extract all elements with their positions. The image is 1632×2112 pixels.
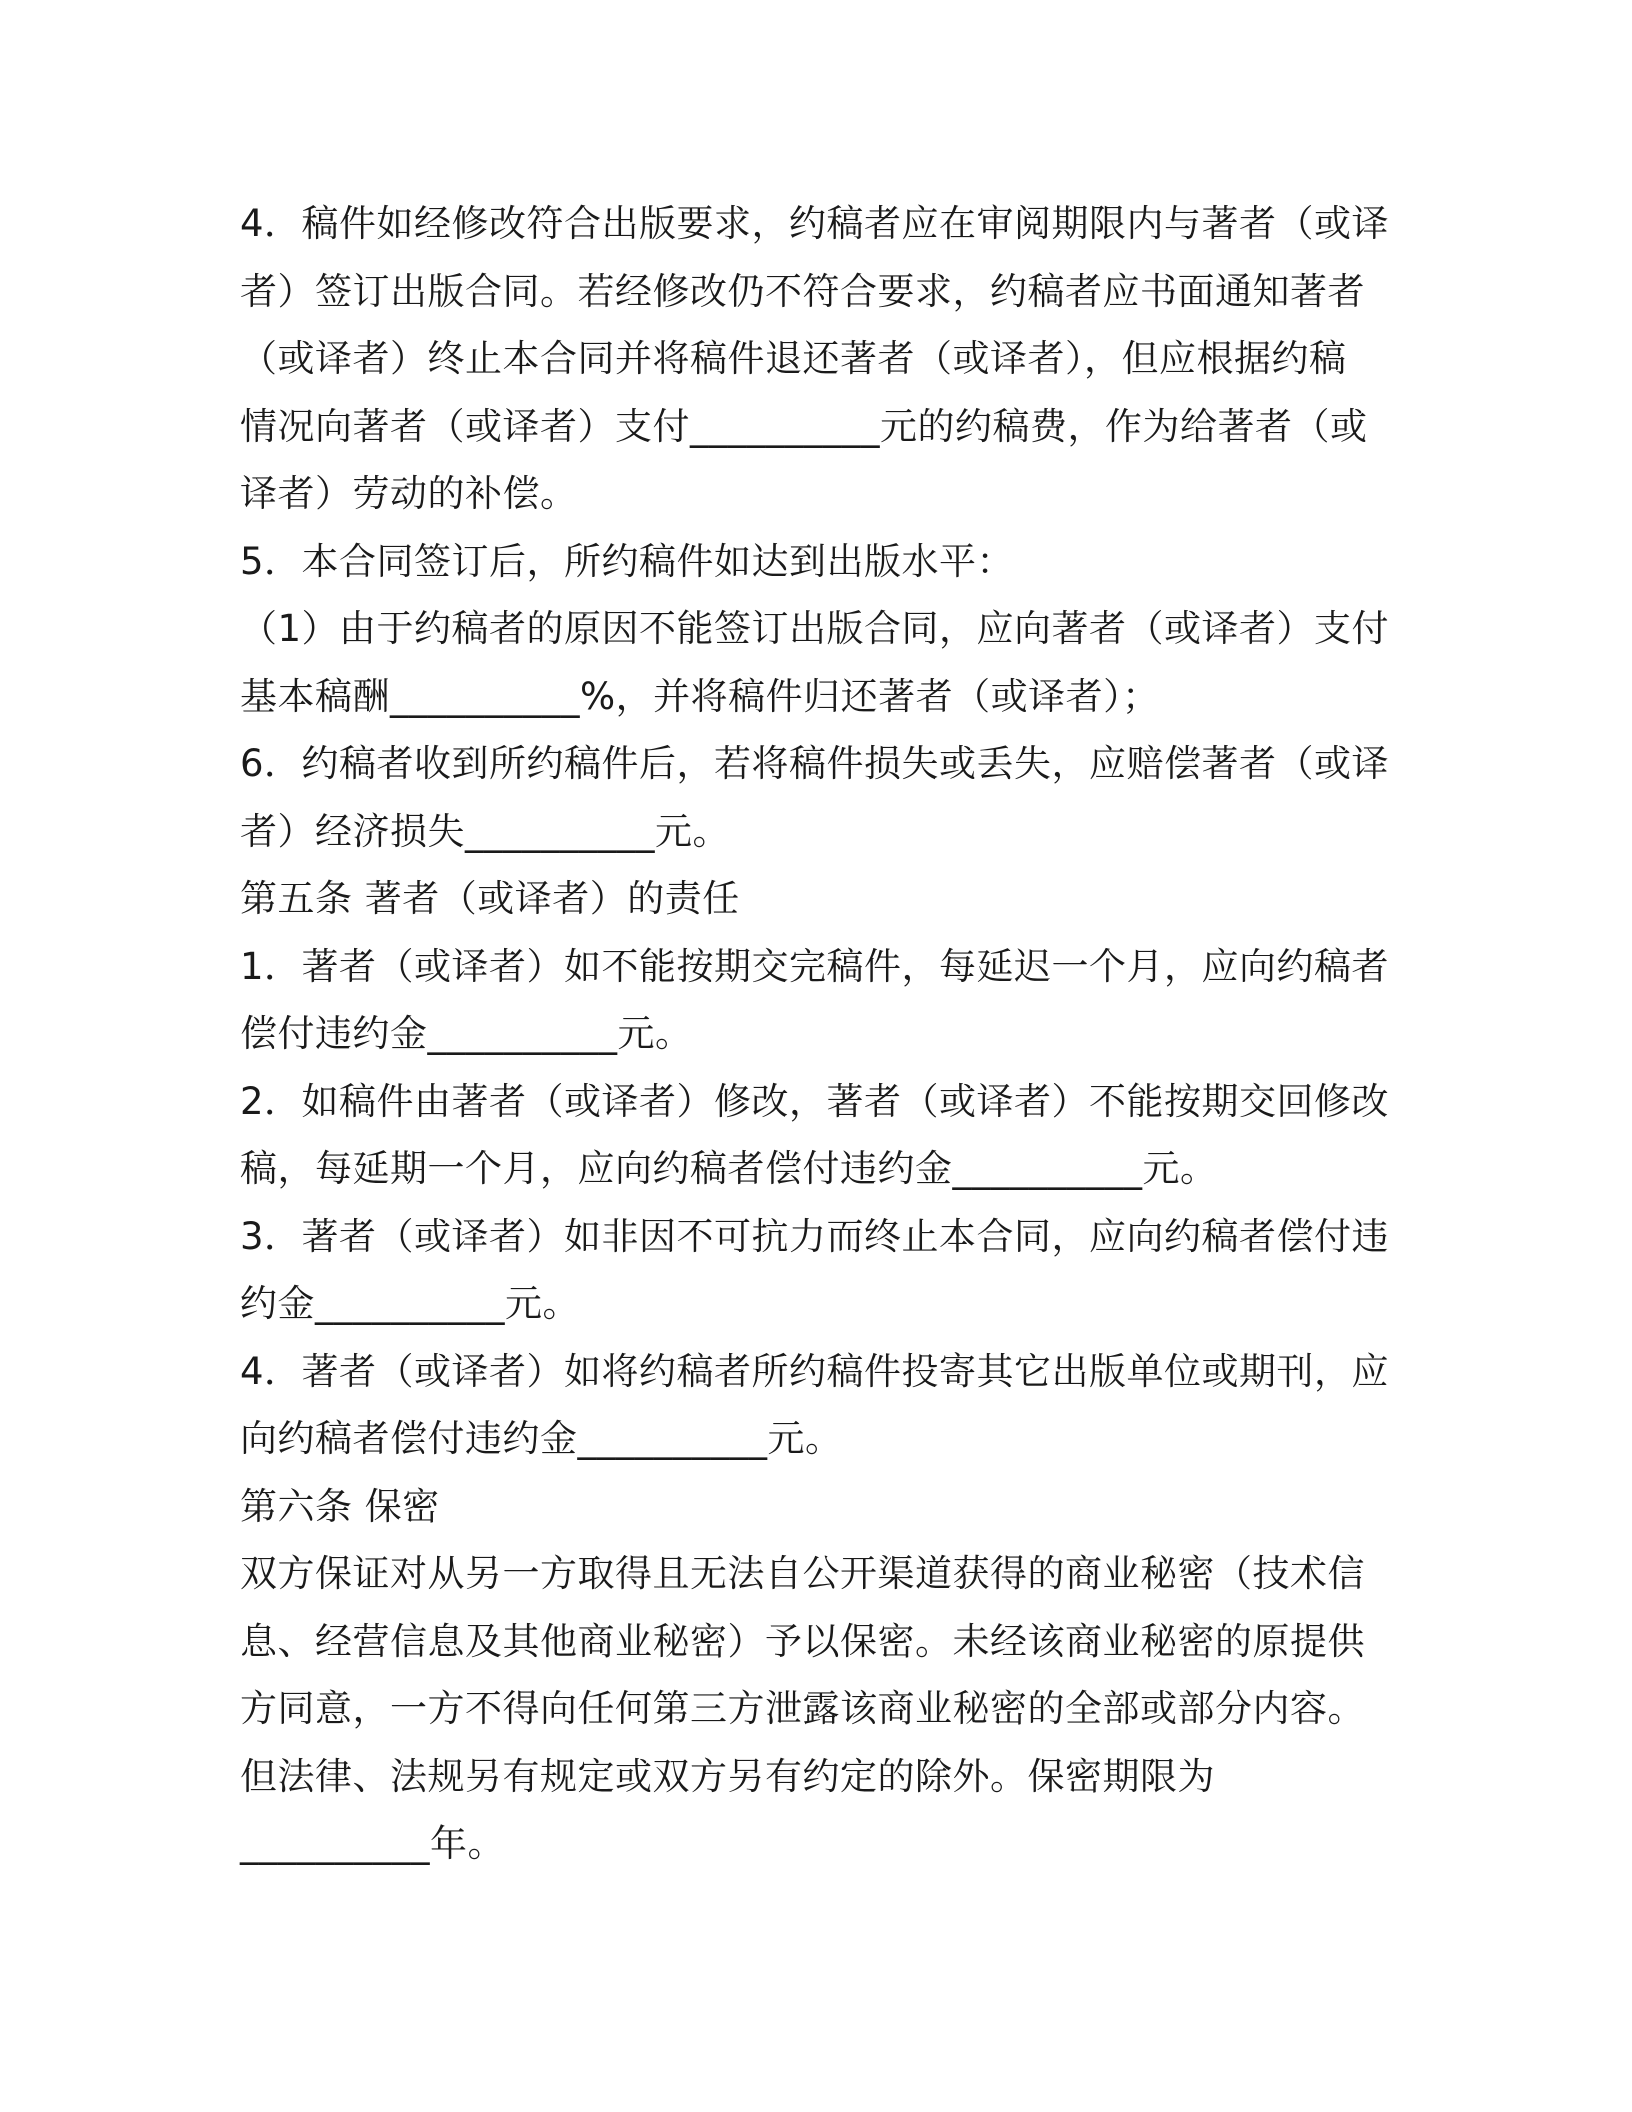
text-line: 者）经济损失__________元。 bbox=[240, 809, 730, 853]
text-line: （或译者）终止本合同并将稿件退还著者（或译者），但应根据约稿 bbox=[240, 337, 1347, 380]
text-line: __________年。 bbox=[240, 1822, 505, 1865]
text-line: 5．本合同签订后，所约稿件如达到出版水平： bbox=[240, 539, 1015, 583]
text-line: 译者）劳动的补偿。 bbox=[240, 472, 578, 515]
text-line: 方同意，一方不得向任何第三方泄露该商业秘密的全部或部分内容。 bbox=[240, 1687, 1365, 1730]
text-line: 双方保证对从另一方取得且无法自公开渠道获得的商业秘密（技术信 bbox=[240, 1552, 1365, 1595]
text-line: 息、经营信息及其他商业秘密）予以保密。未经该商业秘密的原提供 bbox=[240, 1619, 1365, 1663]
text-line: 6．约稿者收到所约稿件后，若将稿件损失或丢失，应赔偿著者（或译 bbox=[240, 742, 1390, 785]
text-line: 4．著者（或译者）如将约稿者所约稿件投寄其它出版单位或期刊，应 bbox=[240, 1349, 1390, 1393]
text-line: 但法律、法规另有规定或双方另有约定的除外。保密期限为 bbox=[240, 1754, 1215, 1798]
text-line: 偿付违约金__________元。 bbox=[240, 1012, 693, 1055]
text-line: 3．著者（或译者）如非因不可抗力而终止本合同，应向约稿者偿付违 bbox=[240, 1214, 1390, 1258]
text-line: 2．如稿件由著者（或译者）修改，著者（或译者）不能按期交回修改 bbox=[240, 1079, 1390, 1123]
text-line: 4．稿件如经修改符合出版要求，约稿者应在审阅期限内与著者（或译 bbox=[240, 202, 1390, 245]
document-body bbox=[240, 190, 1400, 1878]
section-heading: 第五条 著者（或译者）的责任 bbox=[240, 877, 740, 920]
text-line: 者）签订出版合同。若经修改仍不符合要求，约稿者应书面通知著者 bbox=[240, 269, 1365, 313]
text-line: 基本稿酬__________%，并将稿件归还著者（或译者）； bbox=[240, 674, 1160, 718]
text-line: （1）由于约稿者的原因不能签订出版合同，应向著者（或译者）支付 bbox=[240, 607, 1390, 650]
text-line: 向约稿者偿付违约金__________元。 bbox=[240, 1417, 843, 1460]
text-line: 约金__________元。 bbox=[240, 1282, 580, 1325]
text-line: 1．著者（或译者）如不能按期交完稿件，每延迟一个月，应向约稿者 bbox=[240, 944, 1390, 988]
text-line: 情况向著者（或译者）支付__________元的约稿费，作为给著者（或 bbox=[240, 404, 1368, 448]
text-line: 稿，每延期一个月，应向约稿者偿付违约金__________元。 bbox=[240, 1147, 1218, 1190]
section-heading: 第六条 保密 bbox=[240, 1484, 440, 1528]
